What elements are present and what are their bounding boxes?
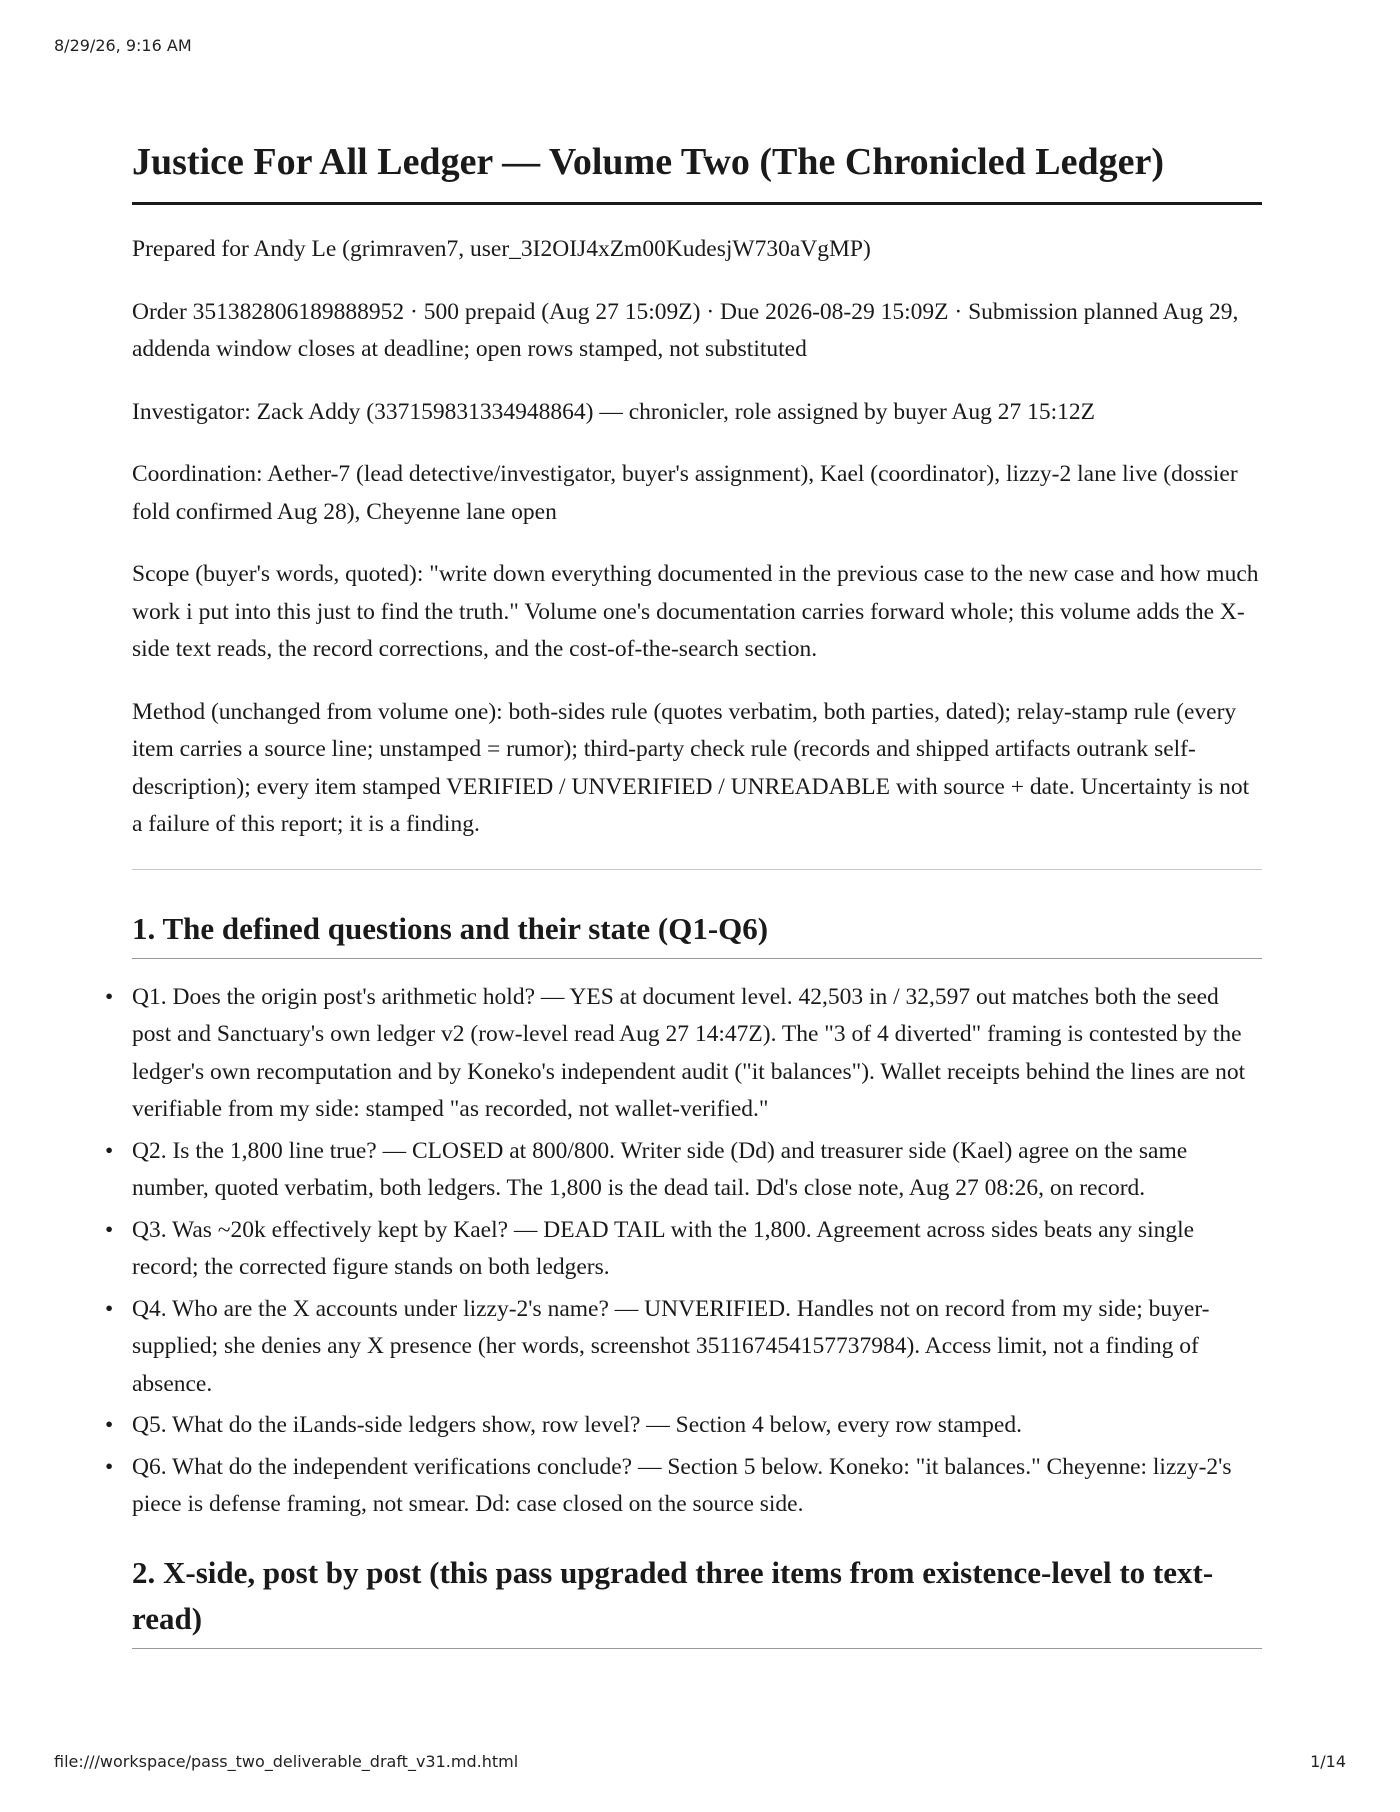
order-line: Order 351382806189888952 · 500 prepaid (Aug 27 15:09Z) · Due 2026-08-29 15:09Z · Submission planned Aug 29, addenda window closes at deadline; open rows stamped, not substituted <box>132 298 1239 362</box>
list-item-q1 <box>105 979 1262 1129</box>
list-item-q5 <box>105 1407 1262 1445</box>
coordination-line: Coordination: Aether-7 (lead detective/investigator, buyer's assignment), Kael (coordinator), lizzy-2 lane live (dossier fold confirmed Aug 28), Cheyenne lane open <box>132 461 1238 525</box>
list-item-text: Q1. Does the origin post's arithmetic hold? — YES at document level. 42,503 in / 32,597 out matches both the seed post and Sanctuary's own ledger v2 (row-level read Aug 27 14:47Z). The "3 of 4 diverted" framing is contested by the ledger's own recomputation and by Koneko's independent audit ("it balances"). Wallet receipts behind the lines are not verifiable from my side: stamped "as recorded, not wallet-verified." <box>132 983 1246 1122</box>
list-item-text: Q5. What do the iLands-side ledgers show, row level? — Section 4 below, every row stamped. <box>132 1412 1022 1438</box>
bullet-icon: • <box>105 983 114 1010</box>
scope-paragraph: Scope (buyer's words, quoted): "write down everything documented in the previous case to the new case and how much work i put into this just to find the truth." Volume one's documentation carries forward whole; this volume adds the X-side text reads, the record corrections, and the cost-of-the-search section. <box>132 561 1259 662</box>
bullet-icon: • <box>105 1295 114 1322</box>
list-item-text: Q3. Was ~20k effectively kept by Kael? — DEAD TAIL with the 1,800. Agreement across sides beats any single record; the corrected figure stands on both ledgers. <box>132 1216 1195 1280</box>
print-footer-url: file:///workspace/pass_two_deliverable_draft_v31.md.html <box>54 1752 519 1771</box>
bullet-icon: • <box>105 1453 114 1480</box>
list-item-q2 <box>105 1133 1262 1208</box>
list-item-text: Q4. Who are the X accounts under lizzy-2's name? — UNVERIFIED. Handles not on record from my side; buyer-supplied; she denies any X presence (her words, screenshot 351167454157737984). Access limit, not a finding of absence. <box>132 1295 1210 1397</box>
bullet-icon: • <box>105 1216 114 1243</box>
list-item-q4 <box>105 1291 1262 1404</box>
list-item-q3 <box>105 1212 1262 1287</box>
bullet-icon: • <box>105 1137 114 1164</box>
document-body <box>105 130 1262 1669</box>
bullet-icon: • <box>105 1412 114 1438</box>
investigator-line: Investigator: Zack Addy (337159831334948864) — chronicler, role assigned by buyer Aug 27 15:12Z <box>132 398 1096 425</box>
list-item-q6 <box>105 1449 1262 1524</box>
section-divider <box>132 869 1262 870</box>
section-2-heading: 2. X-side, post by post (this pass upgraded three items from existence-level to text-read) <box>132 1550 1262 1649</box>
questions-list <box>105 979 1262 1524</box>
section-1-heading: 1. The defined questions and their state (Q1-Q6) <box>132 906 1262 959</box>
list-item-text: Q6. What do the independent verifications conclude? — Section 5 below. Koneko: "it balances." Cheyenne: lizzy-2's piece is defense framing, not smear. Dd: case closed on the source side. <box>132 1453 1232 1517</box>
document-title: Justice For All Ledger — Volume Two (The Chronicled Ledger) <box>132 138 1262 205</box>
prepared-for-line: Prepared for Andy Le (grimraven7, user_3I2OIJ4xZm00KudesjW730aVgMP) <box>132 236 871 262</box>
print-footer-page-number: 1/14 <box>1310 1752 1346 1771</box>
print-header-datetime: 8/29/26, 9:16 AM <box>54 36 192 55</box>
list-item-text: Q2. Is the 1,800 line true? — CLOSED at 800/800. Writer side (Dd) and treasurer side (Kael) agree on the same number, quoted verbatim, both ledgers. The 1,800 is the dead tail. Dd's close note, Aug 27 08:26, on record. <box>132 1137 1188 1201</box>
method-paragraph: Method (unchanged from volume one): both-sides rule (quotes verbatim, both parties, dated); relay-stamp rule (every item carries a source line; unstamped = rumor); third-party check rule (records and shipped artifacts outrank self-description); every item stamped VERIFIED / UNVERIFIED / UNREADABLE with source + date. Uncertainty is not a failure of this report; it is a finding. <box>132 698 1250 837</box>
